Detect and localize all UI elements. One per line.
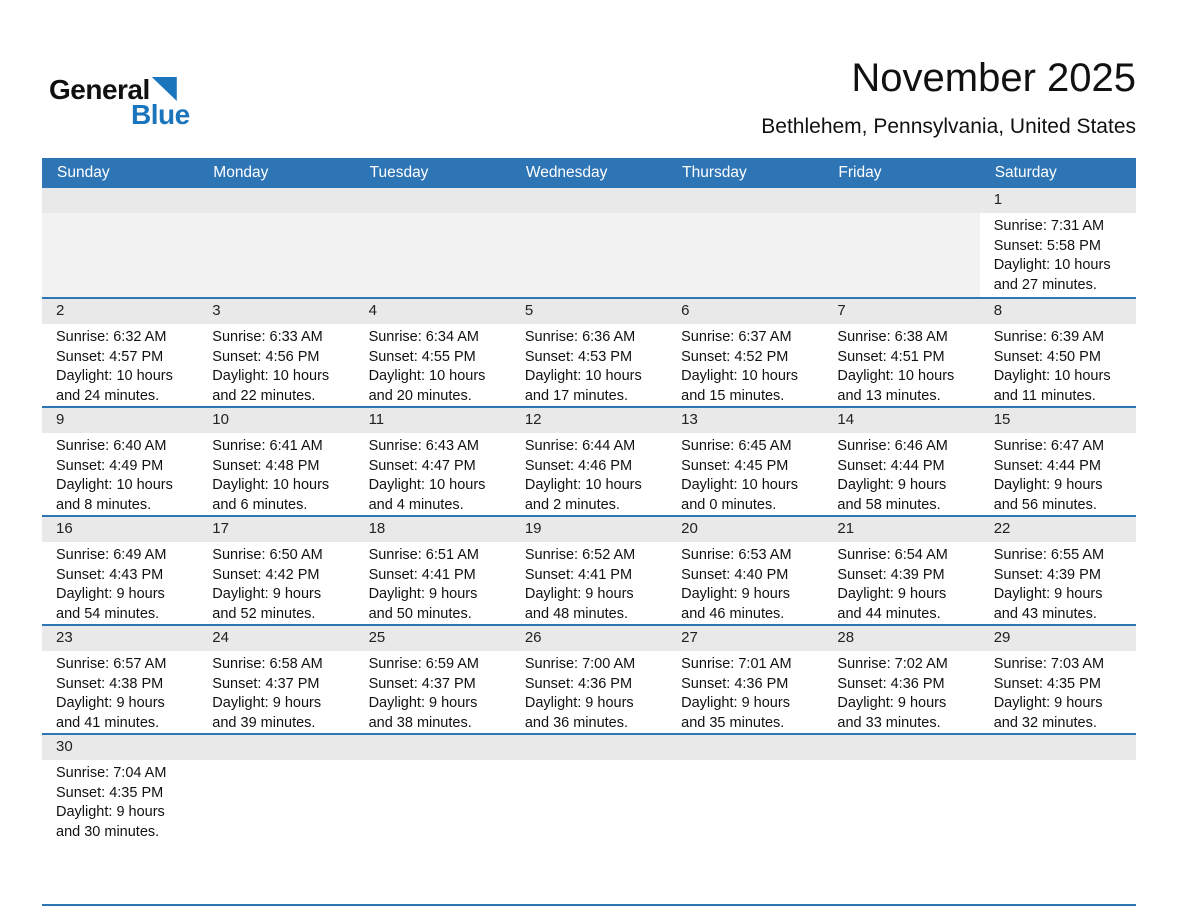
day-detail-line: Sunrise: 6:55 AM [993,547,1105,563]
day-cell [42,299,198,406]
day-cell [980,299,1136,406]
day-detail-line: Sunrise: 6:39 AM [993,329,1105,345]
day-detail-line: and 44 minutes. [837,605,941,622]
day-detail-line: Sunrise: 6:33 AM [212,329,323,345]
day-detail-line: Sunrise: 6:32 AM [56,329,167,345]
day-detail-line: Daylight: 9 hours [993,477,1103,494]
day-number-strip [667,408,823,433]
day-detail-line: Daylight: 10 hours [368,477,486,494]
day-number: 6 [681,302,690,319]
day-number: 8 [993,302,1003,319]
day-cell [823,626,979,733]
day-detail-line: Sunrise: 6:50 AM [212,547,323,563]
day-details [198,433,354,515]
day-number-strip [355,626,511,651]
day-detail-line: and 38 minutes. [368,714,472,731]
day-detail-line: Sunset: 4:38 PM [56,675,164,692]
week-row [42,624,1136,733]
location-subtitle: Bethlehem, Pennsylvania, United States [761,115,1136,138]
day-detail-line: Sunrise: 6:46 AM [837,438,948,454]
day-number: 9 [56,411,65,428]
day-detail-line: Sunrise: 6:49 AM [56,547,167,563]
day-details [511,213,667,297]
day-details [667,213,823,297]
day-detail-line: Daylight: 9 hours [524,586,634,603]
day-detail-line: Daylight: 10 hours [368,368,486,385]
day-number-strip [42,517,198,542]
day-detail-line: Sunset: 4:49 PM [56,457,164,474]
day-detail-line: Sunset: 4:41 PM [368,566,476,583]
day-detail-line: Daylight: 9 hours [56,586,165,603]
day-detail-line: Daylight: 9 hours [212,586,322,603]
day-detail-line: Sunset: 4:46 PM [524,457,633,474]
day-details [980,542,1136,624]
day-number-strip [198,517,354,542]
day-number-strip [823,626,979,651]
day-detail-line: Sunset: 4:35 PM [56,784,164,801]
day-details [198,213,354,297]
day-detail-line: Sunset: 4:57 PM [56,348,164,365]
day-number: 28 [837,629,855,646]
day-number: 26 [524,629,542,646]
day-detail-line: Sunrise: 6:54 AM [837,547,948,563]
day-detail-line: Sunrise: 7:31 AM [993,218,1105,234]
day-number-strip [42,626,198,651]
day-number-strip [823,299,979,324]
day-detail-line: and 50 minutes. [368,605,472,622]
day-number-strip [823,408,979,433]
weekday-header-saturday: Saturday [994,164,1057,181]
day-detail-line: Daylight: 10 hours [56,477,173,494]
day-details [42,542,198,624]
day-detail-line: Sunset: 4:51 PM [837,348,945,365]
day-detail-line: and 22 minutes. [212,387,316,404]
week-row [42,297,1136,406]
day-details [511,760,667,904]
day-number: 15 [993,411,1011,428]
logo [49,74,190,131]
day-detail-line: and 54 minutes. [56,605,160,622]
empty-day-cell [198,188,354,297]
day-detail-line: Sunrise: 6:36 AM [524,329,636,345]
day-detail-line: Sunrise: 6:52 AM [524,547,636,563]
day-detail-line: Daylight: 9 hours [837,695,947,712]
day-number-strip [511,299,667,324]
day-details [355,542,511,624]
day-number: 29 [993,629,1011,646]
day-details [42,651,198,733]
day-cell [42,408,198,515]
day-detail-line: Sunrise: 6:47 AM [993,438,1105,454]
day-detail-line: Sunset: 4:42 PM [212,566,320,583]
day-details [198,760,354,904]
day-details [667,324,823,406]
day-detail-line: Sunset: 4:47 PM [368,457,476,474]
day-number-strip [198,408,354,433]
day-detail-line: Sunset: 4:35 PM [993,675,1101,692]
day-cell [198,408,354,515]
day-detail-line: Daylight: 10 hours [681,477,799,494]
day-number-strip [198,188,354,213]
day-detail-line: Sunrise: 6:51 AM [368,547,479,563]
day-number-strip [511,517,667,542]
day-detail-line: Daylight: 9 hours [368,695,478,712]
week-row [42,188,1136,297]
day-details [355,651,511,733]
week-row [42,733,1136,906]
day-details [355,213,511,297]
week-row [42,515,1136,624]
day-number-strip [42,188,198,213]
day-number-strip [667,517,823,542]
week-row [42,406,1136,515]
day-detail-line: Sunset: 4:37 PM [212,675,320,692]
day-detail-line: and 11 minutes. [993,387,1096,404]
day-cell [823,299,979,406]
empty-day-cell [355,188,511,297]
day-detail-line: Daylight: 9 hours [681,586,790,603]
day-detail-line: and 39 minutes. [212,714,316,731]
day-cell [667,517,823,624]
day-detail-line: Sunset: 4:45 PM [681,457,789,474]
day-detail-line: and 24 minutes. [56,387,160,404]
day-number: 5 [524,302,534,319]
calendar [42,158,1136,906]
day-cell [980,517,1136,624]
day-details [667,433,823,515]
day-number-strip [198,626,354,651]
empty-day-cell [980,735,1136,904]
day-detail-line: Sunrise: 7:04 AM [56,765,167,781]
empty-day-cell [667,188,823,297]
day-detail-line: Daylight: 10 hours [993,257,1111,274]
weekday-header-sunday: Sunday [57,164,110,181]
day-cell [980,626,1136,733]
day-detail-line: Daylight: 9 hours [56,804,165,821]
day-detail-line: Daylight: 10 hours [524,368,642,385]
day-detail-line: Daylight: 9 hours [56,695,165,712]
day-detail-line: Daylight: 10 hours [837,368,955,385]
day-detail-line: Sunrise: 6:45 AM [681,438,792,454]
day-detail-line: Daylight: 9 hours [837,586,947,603]
day-number-strip [355,408,511,433]
day-detail-line: and 20 minutes. [368,387,472,404]
day-number-strip [667,626,823,651]
day-detail-line: Sunrise: 7:00 AM [524,656,636,672]
day-details [980,651,1136,733]
day-detail-line: Sunrise: 7:01 AM [681,656,792,672]
weekday-header-wednesday: Wednesday [525,164,608,181]
day-cell [511,408,667,515]
day-cell [667,299,823,406]
day-detail-line: Daylight: 9 hours [524,695,634,712]
day-number-strip [823,517,979,542]
day-number: 4 [368,302,377,319]
day-detail-line: and 36 minutes. [524,714,629,731]
day-detail-line: Sunrise: 7:03 AM [993,656,1105,672]
day-cell [511,299,667,406]
day-details [980,760,1136,904]
day-detail-line: Daylight: 9 hours [993,695,1103,712]
logo-flag-icon [152,77,177,101]
weekday-header-friday: Friday [838,164,882,181]
empty-day-cell [198,735,354,904]
day-details [42,433,198,515]
day-details [667,651,823,733]
day-details [823,324,979,406]
day-detail-line: and 15 minutes. [681,387,785,404]
day-detail-line: Sunrise: 6:38 AM [837,329,948,345]
day-detail-line: and 46 minutes. [681,605,785,622]
day-detail-line: Sunset: 4:41 PM [524,566,633,583]
day-detail-line: Sunset: 4:37 PM [368,675,476,692]
day-detail-line: Sunset: 4:36 PM [524,675,633,692]
day-detail-line: Sunrise: 6:53 AM [681,547,792,563]
day-number-strip [980,626,1136,651]
day-detail-line: and 30 minutes. [56,823,160,840]
day-detail-line: and 58 minutes. [837,496,941,513]
day-detail-line: Sunset: 4:44 PM [837,457,945,474]
day-cell [823,517,979,624]
day-number-strip [511,408,667,433]
day-cell [823,408,979,515]
day-number: 25 [368,629,386,646]
empty-day-cell [42,188,198,297]
day-details [823,760,979,904]
day-detail-line: and 13 minutes. [837,387,941,404]
day-detail-line: Sunrise: 6:58 AM [212,656,323,672]
day-detail-line: Daylight: 9 hours [993,586,1103,603]
day-detail-line: Daylight: 9 hours [368,586,478,603]
day-detail-line: Daylight: 10 hours [212,477,330,494]
day-detail-line: Sunrise: 6:57 AM [56,656,167,672]
day-detail-line: Sunrise: 6:44 AM [524,438,636,454]
day-number: 7 [837,302,846,319]
day-details [511,651,667,733]
day-details [823,213,979,297]
day-detail-line: Sunrise: 6:34 AM [368,329,479,345]
empty-day-cell [823,735,979,904]
day-details [511,433,667,515]
day-cell [667,626,823,733]
day-detail-line: and 4 minutes. [368,496,464,513]
day-cell [42,517,198,624]
day-details [823,433,979,515]
day-number-strip [42,299,198,324]
day-number-strip [355,299,511,324]
day-number: 27 [681,629,698,646]
day-number: 21 [837,520,855,537]
day-detail-line: Sunset: 4:56 PM [212,348,320,365]
day-details [355,324,511,406]
day-number-strip [667,188,823,213]
day-detail-line: and 6 minutes. [212,496,308,513]
day-detail-line: Daylight: 10 hours [993,368,1111,385]
day-details [355,433,511,515]
day-detail-line: Daylight: 10 hours [212,368,330,385]
day-number-strip [42,735,198,760]
day-detail-line: Sunset: 4:55 PM [368,348,476,365]
day-detail-line: Daylight: 9 hours [212,695,322,712]
day-details [511,542,667,624]
day-detail-line: and 41 minutes. [56,714,160,731]
day-details [511,324,667,406]
day-detail-line: Sunrise: 6:59 AM [368,656,479,672]
day-number: 14 [837,411,855,428]
day-details [667,542,823,624]
day-number: 30 [56,738,73,755]
day-number: 11 [368,411,385,428]
day-detail-line: and 48 minutes. [524,605,629,622]
day-detail-line: and 52 minutes. [212,605,316,622]
day-detail-line: Sunset: 4:40 PM [681,566,789,583]
day-detail-line: and 8 minutes. [56,496,152,513]
day-detail-line: Sunrise: 6:41 AM [212,438,323,454]
day-number-strip [355,735,511,760]
day-detail-line: Sunset: 4:48 PM [212,457,320,474]
empty-day-cell [355,735,511,904]
day-number: 16 [56,520,73,537]
day-number: 24 [212,629,229,646]
day-number-strip [823,735,979,760]
day-detail-line: Sunset: 4:53 PM [524,348,633,365]
day-detail-line: Sunset: 4:50 PM [993,348,1101,365]
day-detail-line: and 56 minutes. [993,496,1097,513]
day-detail-line: Sunrise: 6:37 AM [681,329,792,345]
day-cell [667,408,823,515]
day-detail-line: Sunset: 4:36 PM [837,675,945,692]
day-cell [355,517,511,624]
day-number: 3 [212,302,221,319]
day-number-strip [198,735,354,760]
day-details [42,213,198,297]
day-detail-line: and 0 minutes. [681,496,777,513]
day-detail-line: Sunset: 4:36 PM [681,675,789,692]
day-number-strip [355,517,511,542]
empty-day-cell [511,188,667,297]
day-details [823,651,979,733]
day-number-strip [42,408,198,433]
weekday-header-monday: Monday [213,164,269,181]
day-cell [198,517,354,624]
day-number-strip [980,188,1136,213]
day-details [980,433,1136,515]
day-number: 1 [993,191,1003,208]
day-detail-line: Sunrise: 7:02 AM [837,656,948,672]
day-number-strip [198,299,354,324]
day-number: 17 [212,520,229,537]
day-cell [42,626,198,733]
day-number: 2 [56,302,65,319]
day-cell [42,735,198,904]
day-number-strip [355,188,511,213]
day-number: 18 [368,520,386,537]
day-details [823,542,979,624]
day-number-strip [511,626,667,651]
day-details [980,324,1136,406]
day-cell [980,408,1136,515]
day-detail-line: Sunrise: 6:40 AM [56,438,167,454]
logo-text-general: General [49,74,150,105]
day-details [198,651,354,733]
logo-text-blue: Blue [131,99,190,130]
day-number: 22 [993,520,1011,537]
day-detail-line: Sunset: 4:43 PM [56,566,164,583]
day-detail-line: Daylight: 10 hours [681,368,799,385]
weekday-header-row [42,158,1136,188]
day-number-strip [980,408,1136,433]
day-number-strip [980,735,1136,760]
day-cell [355,626,511,733]
day-number-strip [511,188,667,213]
day-details [42,324,198,406]
day-details [980,213,1136,297]
day-number-strip [980,517,1136,542]
day-details [42,760,198,904]
day-detail-line: and 17 minutes. [524,387,629,404]
day-detail-line: Daylight: 9 hours [837,477,947,494]
day-number-strip [667,735,823,760]
day-detail-line: Daylight: 10 hours [524,477,642,494]
day-number: 19 [524,520,542,537]
day-cell [198,626,354,733]
day-details [198,324,354,406]
day-detail-line: and 2 minutes. [524,496,620,513]
calendar-weeks [42,188,1136,906]
day-detail-line: and 27 minutes. [993,276,1097,293]
day-detail-line: Sunset: 4:52 PM [681,348,789,365]
day-details [667,760,823,904]
day-detail-line: Sunset: 4:39 PM [993,566,1101,583]
weekday-header-thursday: Thursday [682,164,747,181]
day-details [198,542,354,624]
day-detail-line: Sunset: 4:39 PM [837,566,945,583]
day-detail-line: and 35 minutes. [681,714,785,731]
day-number: 12 [524,411,542,428]
day-detail-line: Daylight: 9 hours [681,695,790,712]
day-detail-line: Sunset: 5:58 PM [993,237,1101,254]
weekday-header-tuesday: Tuesday [369,164,429,181]
day-cell [980,188,1136,297]
day-detail-line: Sunrise: 6:43 AM [368,438,479,454]
day-number: 10 [212,411,229,428]
day-number: 23 [56,629,73,646]
day-detail-line: and 43 minutes. [993,605,1097,622]
day-number-strip [980,299,1136,324]
empty-day-cell [511,735,667,904]
day-detail-line: and 32 minutes. [993,714,1097,731]
day-details [355,760,511,904]
day-number: 20 [681,520,698,537]
day-cell [355,408,511,515]
day-detail-line: Sunset: 4:44 PM [993,457,1101,474]
empty-day-cell [823,188,979,297]
day-cell [511,626,667,733]
day-cell [198,299,354,406]
day-number-strip [667,299,823,324]
day-number-strip [511,735,667,760]
day-detail-line: Daylight: 10 hours [56,368,173,385]
day-number: 13 [681,411,698,428]
day-number-strip [823,188,979,213]
day-cell [355,299,511,406]
month-title: November 2025 [851,56,1136,100]
day-cell [511,517,667,624]
day-detail-line: and 33 minutes. [837,714,941,731]
empty-day-cell [667,735,823,904]
